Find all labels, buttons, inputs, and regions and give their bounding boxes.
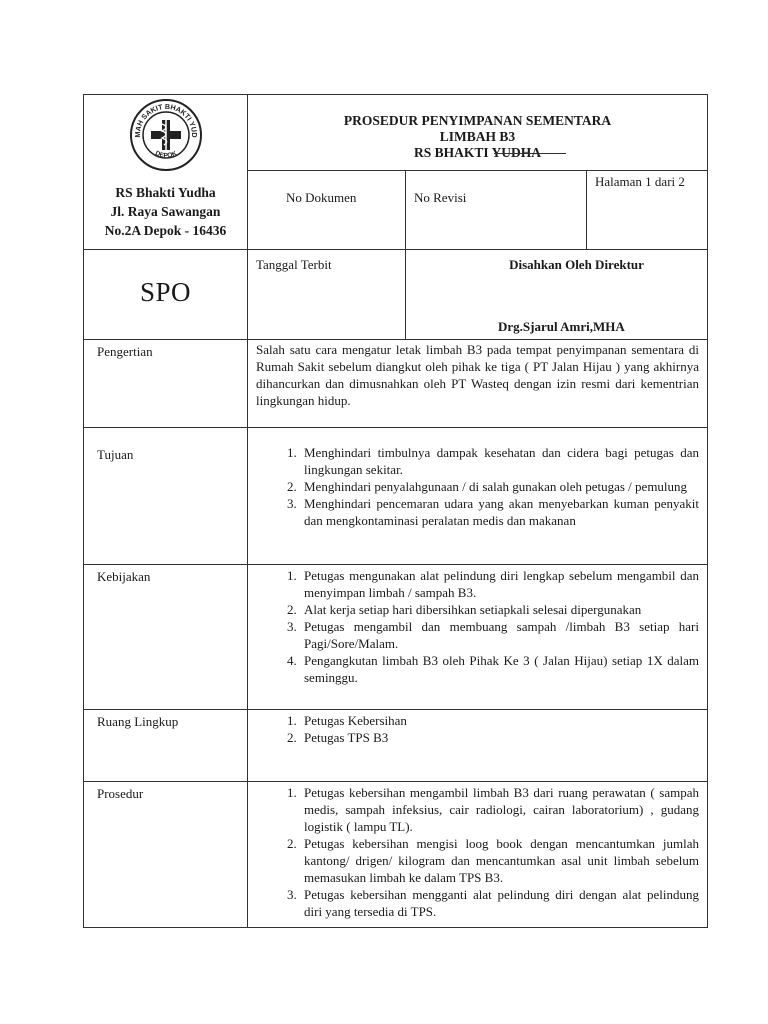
ruang-lingkup-label-cell	[84, 710, 248, 782]
logo-bottom-text: DEPOK	[153, 150, 178, 160]
halaman-label: Halaman 1 dari 2	[595, 174, 685, 189]
prosedur-content-cell	[248, 782, 708, 928]
kebijakan-item: 1. Petugas mengunakan alat pelindung diri lengkap sebelum mengambil dan menyimpan limbah / sampah B3.	[300, 567, 699, 601]
kebijakan-label-cell	[84, 565, 248, 710]
ruang-lingkup-item: 1. Petugas Kebersihan	[300, 712, 699, 729]
pengertian-content-cell	[248, 340, 708, 428]
kebijakan-item: 4. Pengangkutan limbah B3 oleh Pihak Ke 3 ( Jalan Hijau) setiap 1X dalam seminggu.	[300, 652, 699, 686]
tujuan-content-cell	[248, 428, 708, 565]
prosedur-label: Prosedur	[97, 786, 144, 801]
direktur-name: Drg.Sjarul Amri,MHA	[498, 319, 625, 334]
prosedur-item: 2. Petugas kebersihan mengisi loog book dengan mencantumkan jumlah kantong/ drigen/ kilogram dan mencantumkan asal unit limbah sebelum memasukan limbah ke dalam TPS B3.	[300, 835, 699, 886]
prosedur-item: 3. Petugas kebersihan mengganti alat pelindung diri dengan alat pelindung diri yang tersedia di TPS.	[300, 886, 699, 920]
tujuan-list	[248, 428, 707, 529]
tujuan-label-cell	[84, 428, 248, 565]
hospital-address-line-2: No.2A Depok - 16436	[104, 223, 227, 238]
spo-table	[83, 94, 708, 928]
no-revisi-cell	[406, 171, 587, 250]
spo-cell	[84, 250, 248, 340]
pengertian-label: Pengertian	[97, 344, 153, 359]
no-dokumen-label: No Dokumen	[286, 190, 357, 205]
kebijakan-content-cell	[248, 565, 708, 710]
ruang-lingkup-list	[248, 710, 707, 746]
tanggal-terbit-label: Tanggal Terbit	[256, 257, 332, 272]
document-title-line-3: RS BHAKTI YUDHA	[413, 145, 542, 160]
no-revisi-label: No Revisi	[414, 190, 467, 205]
hospital-logo	[129, 98, 203, 172]
ruang-lingkup-content-cell	[248, 710, 708, 782]
hospital-identity-cell	[84, 95, 248, 250]
hospital-name: RS Bhakti Yudha	[115, 185, 216, 200]
ruang-lingkup-label: Ruang Lingkup	[97, 714, 179, 729]
document-title-line-2: LIMBAH B3	[439, 129, 516, 144]
document-title-line-1: PROSEDUR PENYIMPANAN SEMENTARA	[343, 113, 612, 128]
tujuan-label: Tujuan	[97, 447, 134, 462]
kebijakan-label: Kebijakan	[97, 569, 151, 584]
disahkan-label: Disahkan Oleh Direktur	[509, 257, 644, 272]
pengertian-text: Salah satu cara mengatur letak limbah B3 pada tempat penyimpanan sementara di Rumah Sakit sebelum diangkut oleh pihak ke tiga ( PT Jalan Hijau ) yang akhirnya dihancurkan dan dimusnahkan oleh PT Wasteq dengan izin resmi dari kementrian lingkungan hidup.	[256, 342, 699, 408]
prosedur-item: 1. Petugas kebersihan mengambil limbah B3 dari ruang perawatan ( sampah medis, sampah infeksius, cair radiologi, cairan laboratorium) , gudang logistik ( lampu TL).	[300, 784, 699, 835]
kebijakan-list	[248, 565, 707, 686]
hospital-address-line-1: Jl. Raya Sawangan	[110, 204, 221, 219]
pengertian-label-cell	[84, 340, 248, 428]
spo-label: SPO	[139, 277, 192, 307]
halaman-cell	[587, 171, 708, 250]
tujuan-item: 2. Menghindari penyalahgunaan / di salah gunakan oleh petugas / pemulung	[300, 478, 699, 495]
prosedur-label-cell	[84, 782, 248, 928]
title-divider-stub	[494, 153, 566, 154]
no-dokumen-cell	[248, 171, 406, 250]
kebijakan-item: 2. Alat kerja setiap hari dibersihkan setiapkali selesai dipergunakan	[300, 601, 699, 618]
kebijakan-item: 3. Petugas mengambil dan membuang sampah /limbah B3 setiap hari Pagi/Sore/Malam.	[300, 618, 699, 652]
approval-cell	[406, 250, 708, 340]
logo-ring-text: MAH SAKIT BHAKTI YUD	[132, 101, 199, 138]
document-title-cell	[248, 95, 708, 171]
tujuan-item: 3. Menghindari pencemaran udara yang akan menyebarkan kuman penyakit dan mengkontaminasi peralatan medis dan makanan	[300, 495, 699, 529]
ruang-lingkup-item: 2. Petugas TPS B3	[300, 729, 699, 746]
tujuan-item: 1. Menghindari timbulnya dampak kesehatan dan cidera bagi petugas dan lingkungan sekitar.	[300, 444, 699, 478]
prosedur-list	[248, 782, 707, 920]
tanggal-terbit-cell	[248, 250, 406, 340]
